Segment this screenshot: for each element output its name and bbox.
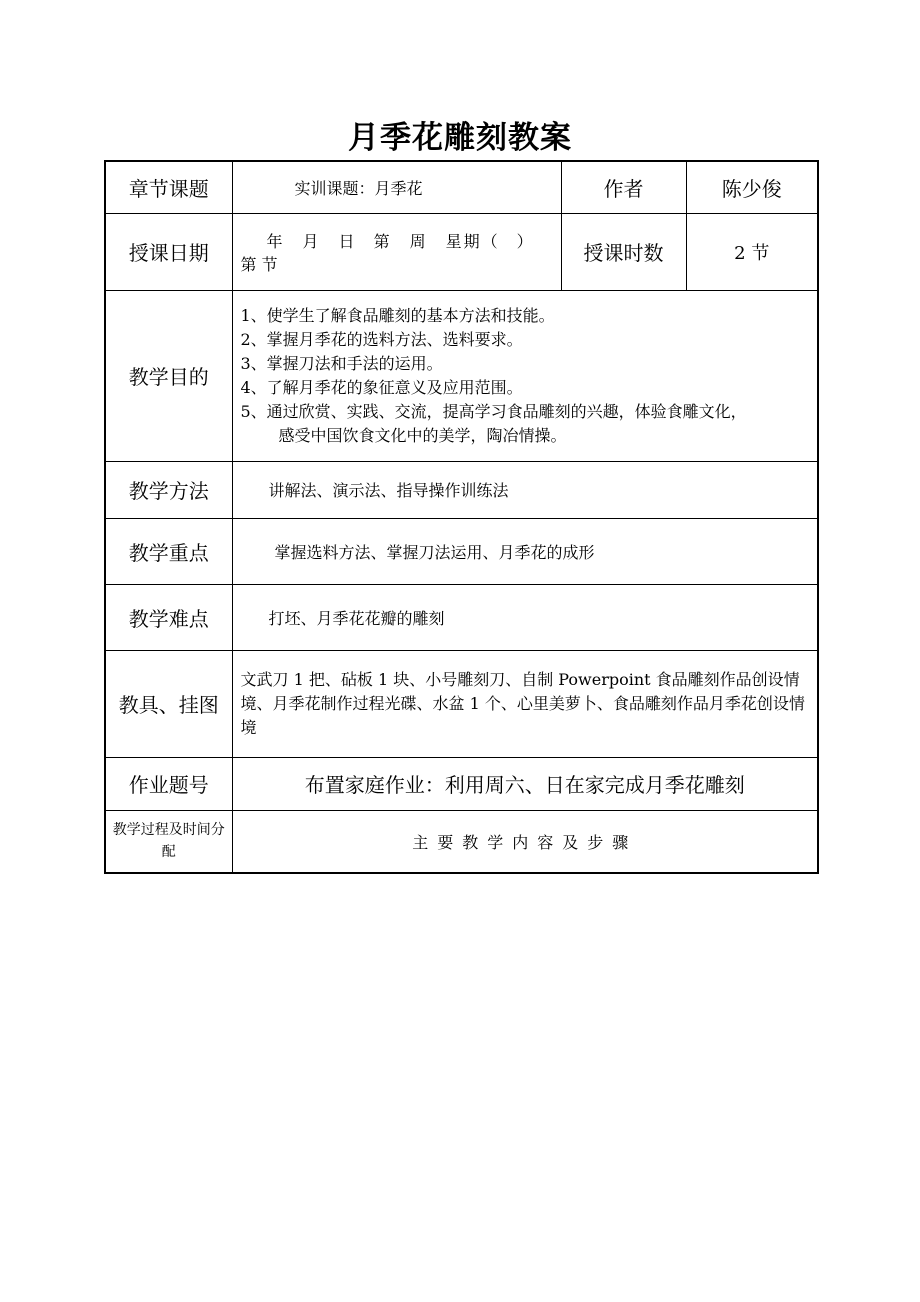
chapter-value: 实训课题：月季花 [232, 161, 561, 213]
homework-label: 作业题号 [105, 757, 232, 810]
process-value: 主要教学内容及步骤 [232, 810, 818, 873]
hours-label: 授课时数 [561, 213, 686, 290]
objective-item: 2、掌握月季花的选料方法、选料要求。 [240, 329, 523, 349]
date-label: 授课日期 [105, 213, 232, 290]
objective-item: 感受中国饮食文化中的美学，陶冶情操。 [278, 425, 567, 445]
row-method [105, 461, 818, 518]
date-line1: 年 月 日 第 周 星期（ ） [266, 231, 535, 251]
hours-value: 2 节 [686, 213, 818, 290]
objective-item: 4、了解月季花的象征意义及应用范围。 [240, 377, 523, 397]
objectives-list [232, 290, 818, 461]
author-label: 作者 [561, 161, 686, 213]
key-points-value: 掌握选料方法、掌握刀法运用、月季花的成形 [232, 518, 818, 584]
chapter-label: 章节课题 [105, 161, 232, 213]
key-points-label: 教学重点 [105, 518, 232, 584]
row-date [105, 213, 818, 290]
method-value: 讲解法、演示法、指导操作训练法 [232, 461, 818, 518]
author-value: 陈少俊 [686, 161, 818, 213]
row-difficulties [105, 584, 818, 650]
row-key-points [105, 518, 818, 584]
row-objectives [105, 290, 818, 461]
lesson-plan-table [104, 160, 819, 874]
homework-value: 布置家庭作业：利用周六、日在家完成月季花雕刻 [232, 757, 818, 810]
process-label: 教学过程及时间分配 [105, 810, 232, 873]
difficulties-label: 教学难点 [105, 584, 232, 650]
objective-item: 1、使学生了解食品雕刻的基本方法和技能。 [240, 305, 555, 325]
date-value [232, 213, 561, 290]
row-homework [105, 757, 818, 810]
method-label: 教学方法 [105, 461, 232, 518]
difficulties-value: 打坯、月季花花瓣的雕刻 [232, 584, 818, 650]
tools-label: 教具、挂图 [105, 650, 232, 757]
row-process [105, 810, 818, 873]
objective-item: 5、通过欣赏、实践、交流，提高学习食品雕刻的兴趣，体验食雕文化， [240, 401, 747, 421]
row-chapter [105, 161, 818, 213]
date-line2: 第 节 [240, 254, 278, 274]
row-tools [105, 650, 818, 757]
tools-value: 文武刀 1 把、砧板 1 块、小号雕刻刀、自制 Powerpoint 食品雕刻作品创设情境、月季花制作过程光碟、水盆 1 个、心里美萝卜、食品雕刻作品月季花创设情境 [232, 650, 818, 757]
objectives-label: 教学目的 [105, 290, 232, 461]
page-title: 月季花雕刻教案 [348, 120, 572, 156]
objective-item: 3、掌握刀法和手法的运用。 [240, 353, 443, 373]
